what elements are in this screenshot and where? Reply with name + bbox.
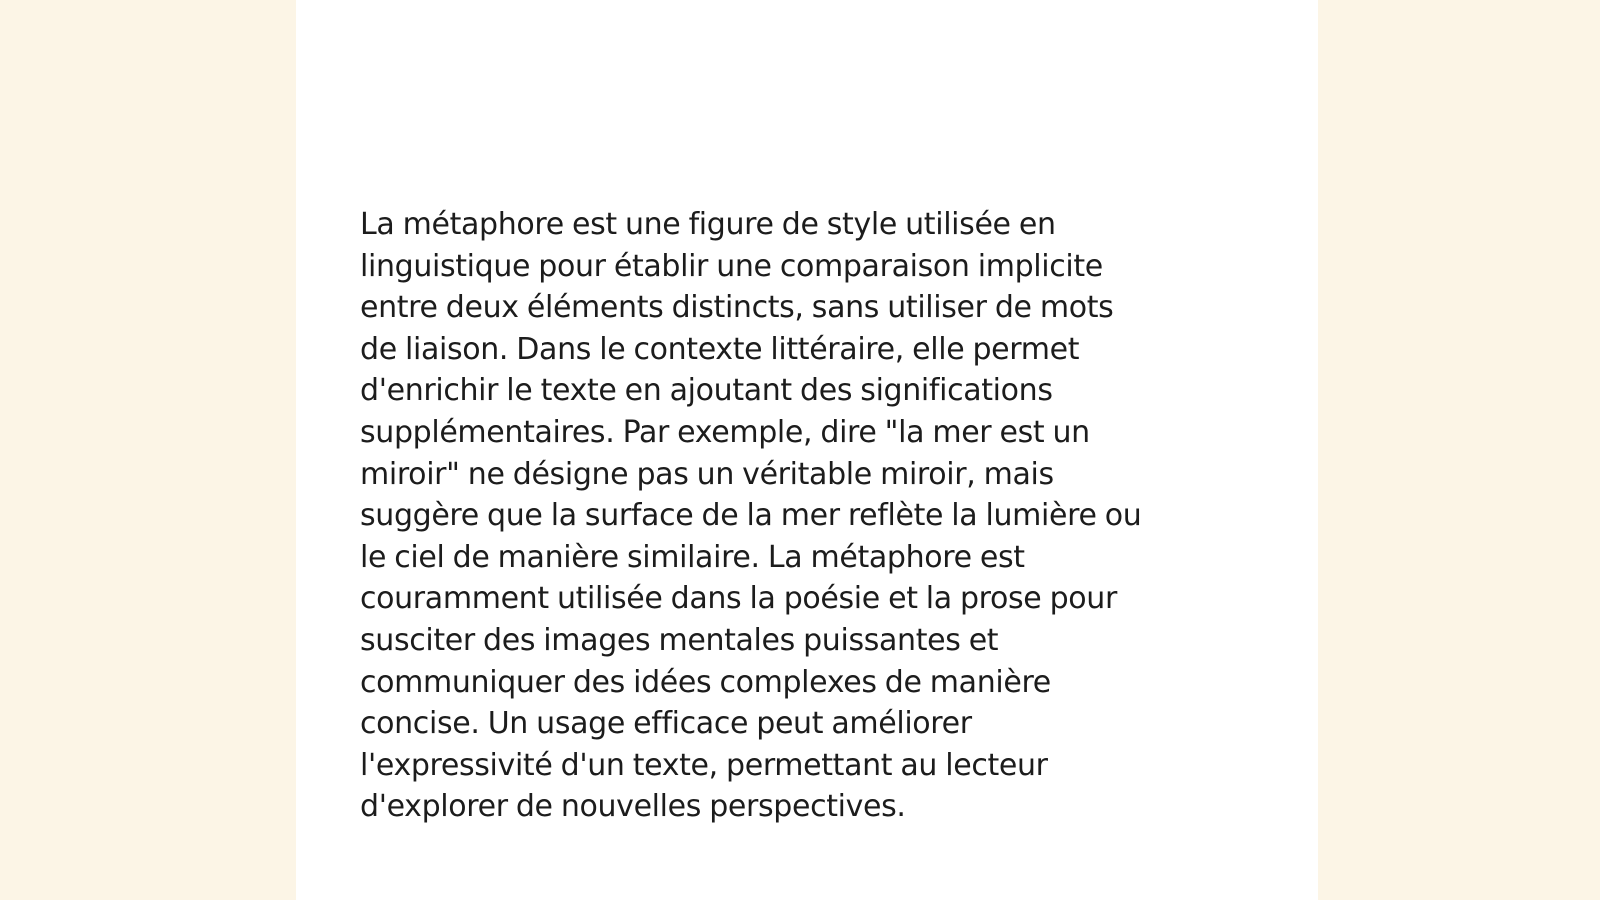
paragraph-line: d'enrichir le texte en ajoutant des significations	[360, 373, 1053, 409]
paragraph-line: le ciel de manière similaire. La métaphore est	[360, 539, 1025, 575]
paragraph-line: d'explorer de nouvelles perspectives.	[360, 789, 906, 825]
paragraph-line: supplémentaires. Par exemple, dire "la mer est un	[360, 414, 1090, 450]
paragraph-line: miroir" ne désigne pas un véritable miroir, mais	[360, 456, 1054, 492]
paragraph-line: couramment utilisée dans la poésie et la prose pour	[360, 581, 1117, 617]
paragraph-line: entre deux éléments distincts, sans utiliser de mots	[360, 290, 1114, 326]
paragraph-line: de liaison. Dans le contexte littéraire, elle permet	[360, 331, 1080, 367]
paragraph-line: linguistique pour établir une comparaison implicite	[360, 248, 1103, 284]
paragraph-line: suggère que la surface de la mer reflète la lumière ou	[360, 498, 1142, 534]
paragraph-line: concise. Un usage efficace peut améliorer	[360, 706, 972, 742]
paragraph-line: La métaphore est une figure de style utilisée en	[360, 207, 1056, 242]
document-page	[296, 0, 1318, 900]
paragraph-line: l'expressivité d'un texte, permettant au lecteur	[360, 747, 1048, 783]
body-paragraph	[360, 204, 1240, 828]
paragraph-line: susciter des images mentales puissantes et	[360, 622, 999, 658]
paragraph-line: communiquer des idées complexes de manière	[360, 664, 1051, 700]
